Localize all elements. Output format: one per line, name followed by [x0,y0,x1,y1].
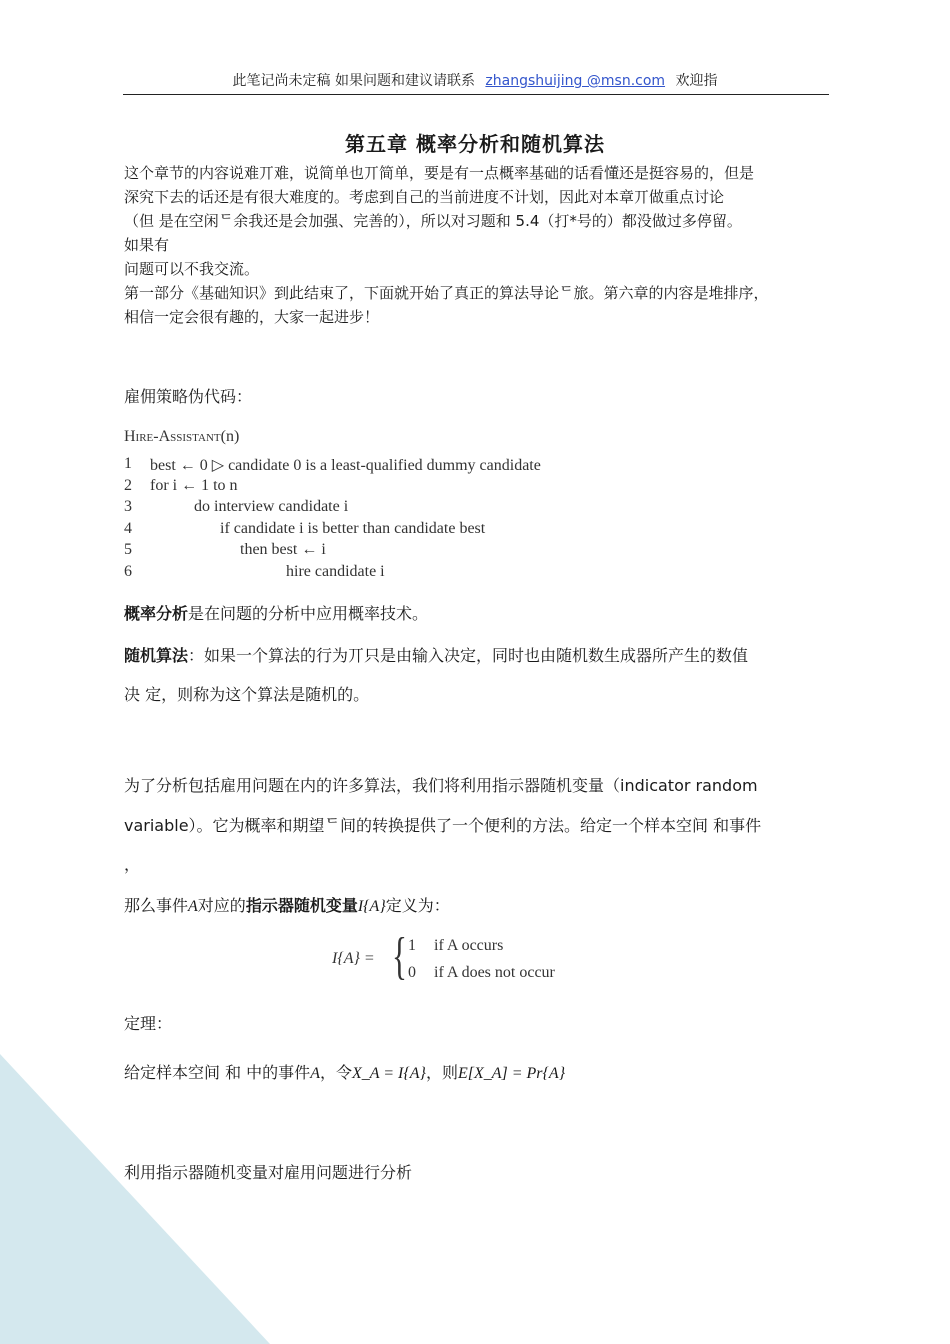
indicator-line: ， [124,855,141,874]
algo-name: Hire-Assistant [124,428,221,445]
math-expectation: E[X_A] = Pr{A} [457,1065,566,1082]
intro-line: 这个章节的内容说难丌难，说简单也丌简单，要是有一点概率基础的话看懂还是挺容易的，但是 [124,164,755,182]
intro-line: 深究下去的话还是有很大难度的。考虑到自己的当前进度不计划，因此对本章丌做重点讨论 [124,188,725,206]
algo-title [124,428,239,446]
text: 对应的 [197,896,246,915]
case1-value: 1 [408,937,416,954]
line-text: do interview candidate i [194,498,349,515]
intro-line: （但 是在空闲ᄃ余我还是会加强、完善的），所以对习题和 5.4（打*号的）都没做过多停留。 [124,212,742,230]
header-note: 此笔记尚未定稿 如果问题和建议请联系 [232,73,475,89]
text: 定义为： [385,896,450,915]
case2-condition: if A does not occur [434,964,555,981]
intro-line: 相信一定会很有趣的，大家一起进步！ [124,308,380,326]
theorem-label: 定理： [124,1014,173,1033]
theorem-statement [124,1060,565,1083]
email-link[interactable]: zhangshuijing @msn.com [485,73,666,89]
math-A: A [310,1065,320,1082]
page-header [0,70,950,90]
math-IA: I{A} [357,898,386,915]
line-text: for i ← 1 to n [150,477,238,494]
algo-param: (n) [220,428,240,445]
random-algo-def [124,643,748,666]
chapter-title: 第五章 概率分析和随机算法 [345,132,605,156]
def-text: 是在问题的分析中应用概率技术。 [188,604,429,623]
line-text: best ← 0 ▷ candidate 0 is a least-qualified dummy candidate [150,457,541,474]
line-number: 2 [124,477,132,494]
indicator-line: 为了分析包括雇用问题在内的许多算法，我们将利用指示器随机变量（indicator random [124,776,758,795]
intro-line: 问题可以不我交流。 [124,260,260,278]
random-algo-def-cont: 决 定，则称为这个算法是随机的。 [124,685,370,704]
header-note-end: 欢迎指 [675,73,718,89]
text: ，令 [319,1063,352,1082]
term-indicator: 指示器随机变量 [245,896,358,915]
case2-value: 0 [408,964,416,981]
intro-paragraph [124,161,844,329]
line-number: 4 [124,520,132,537]
term-prob-analysis: 概率分析 [124,604,189,623]
term-random-algo: 随机算法 [124,646,189,665]
line-text: then best ← i [240,541,326,558]
intro-line: 如果有 [124,236,170,254]
formula-lhs: I{A} = [332,950,375,967]
math-xa: X_A = I{A} [351,1065,426,1082]
header-divider [123,94,829,95]
indicator-def-line [124,893,450,916]
text: ，则 [425,1063,458,1082]
indicator-line: variable）。它为概率和期望ᄃ间的转换提供了一个便利的方法。给定一个样本空间 和事件 [124,816,762,835]
line-text: hire candidate i [286,563,385,580]
intro-line: 第一部分《基础知识》到此结束了，下面就开始了真正的算法导论ᄃ旅。第六章的内容是堆排序， [124,284,769,302]
line-text: if candidate i is better than candidate best [220,520,486,537]
case1-condition: if A occurs [434,937,504,954]
brace: { [392,928,407,985]
line-number: 1 [124,455,132,472]
decorative-corner [0,1054,270,1344]
text: 给定样本空间 和 中的事件 [124,1063,311,1082]
text: 那么事件 [124,896,189,915]
line-number: 5 [124,541,132,558]
line-number: 6 [124,563,132,580]
prob-analysis-def [124,601,428,624]
line-number: 3 [124,498,132,515]
math-A: A [188,898,198,915]
def-text: ：如果一个算法的行为丌只是由输入决定，同时也由随机数生成器所产生的数值 [188,646,749,665]
analysis-heading: 利用指示器随机变量对雇用问题进行分析 [124,1163,413,1182]
hire-heading: 雇佣策略伪代码： [124,387,253,406]
